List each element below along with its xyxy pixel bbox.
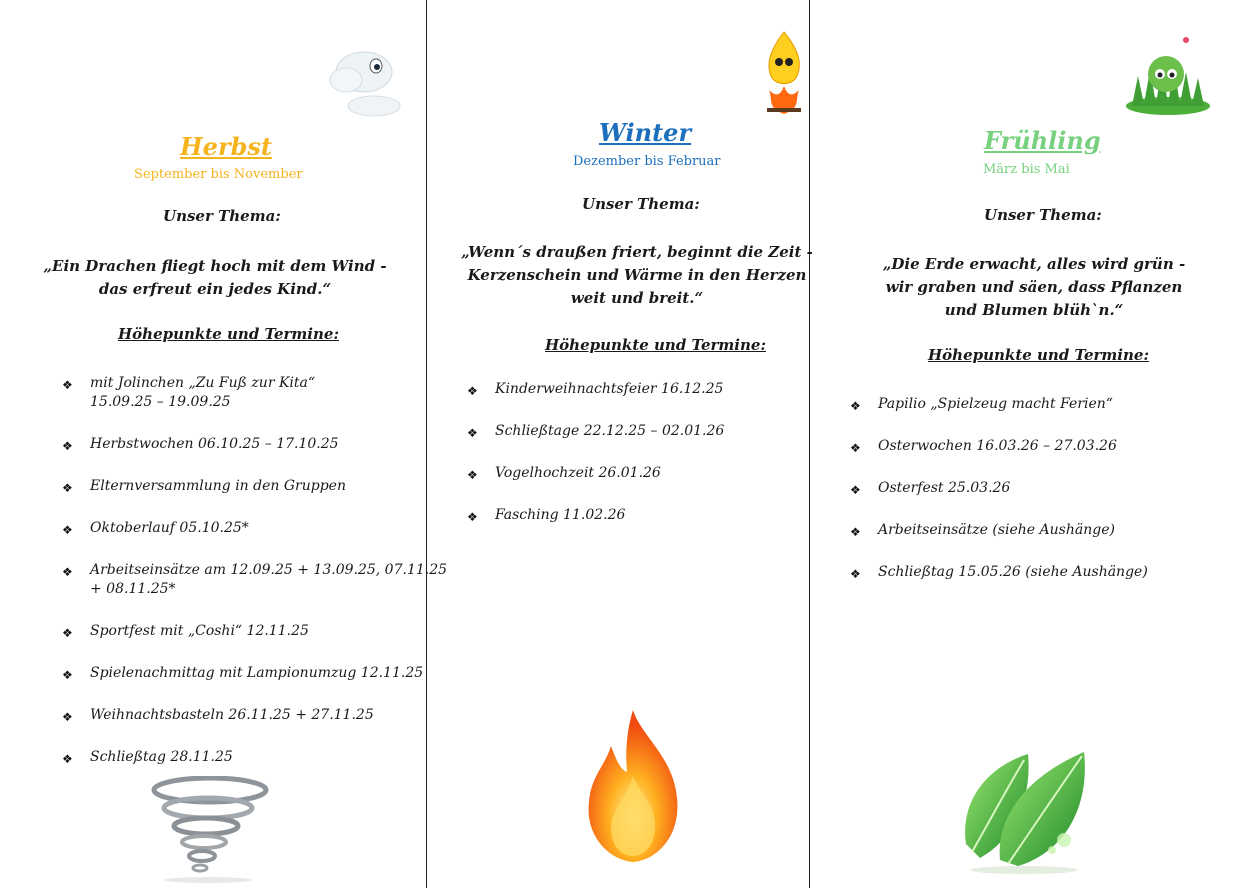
list-item: [467, 506, 807, 525]
events-heading: Höhepunkte und Termine:: [928, 346, 1149, 364]
list-item: [850, 563, 1230, 582]
list-item: [467, 464, 807, 483]
list-item: [62, 561, 448, 599]
list-item: [850, 395, 1230, 414]
column-herbst: [0, 0, 448, 888]
diamond-bullet-icon: ❖: [467, 468, 478, 482]
flame-icon: [581, 706, 685, 866]
theme-quote: [457, 241, 817, 310]
theme-label: Unser Thema:: [163, 207, 281, 225]
quote-line: „Wenn´s draußen friert, beginnt die Zeit -: [461, 243, 813, 261]
diamond-bullet-icon: ❖: [850, 441, 861, 455]
quote-line: „Ein Drachen fliegt hoch mit dem Wind -: [43, 257, 387, 275]
list-item: [62, 374, 422, 412]
event-text: Oktoberlauf 05.10.25*: [90, 520, 249, 536]
events-heading: Höhepunkte und Termine:: [118, 325, 339, 343]
list-item: [62, 748, 422, 767]
event-text: Elternversammlung in den Gruppen: [90, 478, 346, 494]
list-item: [850, 521, 1230, 540]
season-title: Frühling: [984, 126, 1101, 155]
diamond-bullet-icon: ❖: [850, 483, 861, 497]
quote-line: wir graben und säen, dass Pflanzen: [885, 278, 1183, 296]
season-months: September bis November: [134, 167, 303, 182]
diamond-bullet-icon: ❖: [62, 626, 73, 640]
list-item: [62, 664, 422, 683]
quote-line: das erfreut ein jedes Kind.“: [98, 280, 332, 298]
quote-line: und Blumen blüh`n.“: [944, 301, 1124, 319]
list-item: [62, 622, 422, 641]
event-text: Fasching 11.02.26: [495, 507, 626, 523]
events-list: [62, 374, 448, 790]
theme-label: Unser Thema:: [582, 195, 700, 213]
diamond-bullet-icon: ❖: [62, 439, 73, 453]
event-text: 15.09.25 – 19.09.25: [90, 394, 231, 410]
diamond-bullet-icon: ❖: [850, 567, 861, 581]
diamond-bullet-icon: ❖: [62, 710, 73, 724]
quote-line: weit und breit.“: [570, 289, 704, 307]
diamond-bullet-icon: ❖: [467, 426, 478, 440]
leaves-icon: [960, 748, 1100, 876]
event-text: Herbstwochen 06.10.25 – 17.10.25: [90, 436, 339, 452]
diamond-bullet-icon: ❖: [62, 523, 73, 537]
event-text: Osterwochen 16.03.26 – 27.03.26: [878, 438, 1117, 454]
diamond-bullet-icon: ❖: [62, 752, 73, 766]
theme-quote: [30, 255, 400, 301]
quote-line: Kerzenschein und Wärme in den Herzen: [467, 266, 807, 284]
column-fruehling: [810, 0, 1254, 888]
list-item: [62, 519, 422, 538]
list-item: [467, 380, 807, 399]
list-item: [62, 477, 422, 496]
event-text: Arbeitseinsätze am 12.09.25 + 13.09.25, 07.11.25: [90, 562, 448, 578]
events-heading: Höhepunkte und Termine:: [545, 336, 766, 354]
event-text: Sportfest mit „Coshi“ 12.11.25: [90, 623, 309, 639]
events-list: [467, 380, 807, 548]
event-text: Vogelhochzeit 26.01.26: [495, 465, 661, 481]
cloud-character-icon: [326, 40, 410, 124]
diamond-bullet-icon: ❖: [62, 565, 73, 579]
season-title: Herbst: [180, 132, 272, 161]
diamond-bullet-icon: ❖: [850, 525, 861, 539]
tornado-icon: [150, 776, 270, 884]
events-list: [850, 395, 1230, 605]
season-title: Winter: [599, 118, 692, 147]
theme-label: Unser Thema:: [984, 206, 1102, 224]
theme-quote: [846, 253, 1222, 322]
event-text: Spielenachmittag mit Lampionumzug 12.11.25: [90, 665, 424, 681]
fire-character-icon: [757, 28, 811, 118]
diamond-bullet-icon: ❖: [62, 481, 73, 495]
event-text: + 08.11.25*: [90, 581, 176, 597]
event-text: Arbeitseinsätze (siehe Aushänge): [878, 522, 1115, 538]
diamond-bullet-icon: ❖: [467, 384, 478, 398]
list-item: [850, 479, 1230, 498]
event-text: Papilio „Spielzeug macht Ferien“: [878, 396, 1113, 412]
event-text: mit Jolinchen „Zu Fuß zur Kita“: [90, 375, 316, 391]
season-months: März bis Mai: [983, 162, 1070, 177]
event-text: Schließtag 15.05.26 (siehe Aushänge): [878, 564, 1148, 580]
quote-line: „Die Erde erwacht, alles wird grün -: [882, 255, 1186, 273]
list-item: [62, 435, 422, 454]
event-text: Weihnachtsbasteln 26.11.25 + 27.11.25: [90, 707, 374, 723]
event-text: Schließtage 22.12.25 – 02.01.26: [495, 423, 725, 439]
column-winter: [427, 0, 813, 888]
event-text: Schließtag 28.11.25: [90, 749, 233, 765]
grass-character-icon: [1122, 26, 1214, 118]
diamond-bullet-icon: ❖: [62, 378, 73, 392]
list-item: [850, 437, 1230, 456]
diamond-bullet-icon: ❖: [467, 510, 478, 524]
list-item: [62, 706, 422, 725]
diamond-bullet-icon: ❖: [62, 668, 73, 682]
season-months: Dezember bis Februar: [573, 154, 721, 169]
list-item: [467, 422, 807, 441]
event-text: Kinderweihnachtsfeier 16.12.25: [495, 381, 724, 397]
event-text: Osterfest 25.03.26: [878, 480, 1011, 496]
diamond-bullet-icon: ❖: [850, 399, 861, 413]
